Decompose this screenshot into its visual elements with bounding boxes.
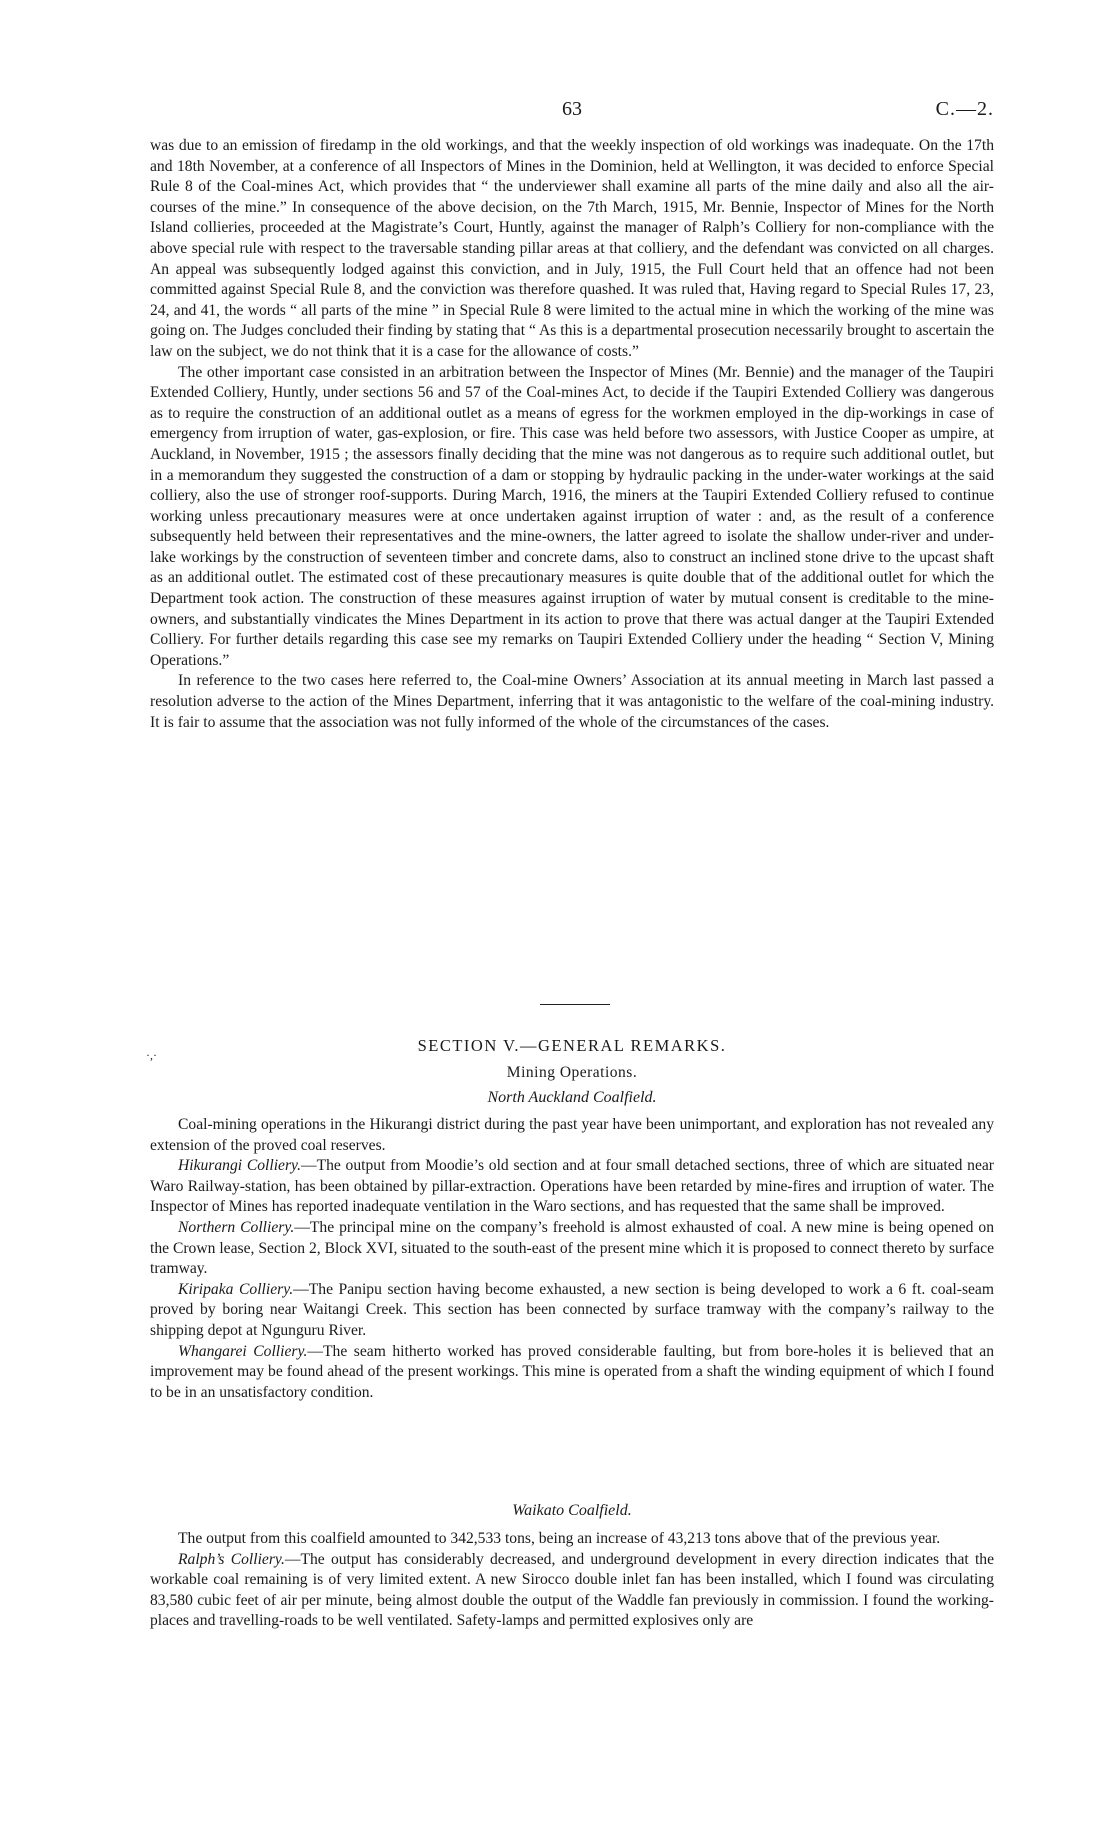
- ralphs-colliery-text: —The output has considerably decreased, and underground development in every direction indicates that the workable coal remaining is of very limited extent. A new Sirocco double inlet fan has been installed, which I found was circulating 83,580 cubic feet of air per minute, being almost double the output of the Waddle fan previously in commission. I found the working-places and travelling-roads to be well ventilated. Safety-lamps and permitted explosives only are: [150, 1550, 995, 1630]
- waikato-heading: Waikato Coalfield.: [512, 1502, 632, 1519]
- north-auckland-text: [150, 1115, 994, 1403]
- northern-colliery-text: —The principal mine on the company’s freehold is almost exhausted of coal. A new mine is being opened on the Crown lease, Section 2, Block XVI, situated to the south-east of the present mine which it is proposed to connect thereto by surface tramway.: [150, 1218, 994, 1278]
- waikato-text: [150, 1529, 994, 1632]
- northern-colliery-name: Northern Colliery.: [178, 1218, 295, 1236]
- waikato-intro: The output from this coalfield amounted to 342,533 tons, being an increase of 43,213 tons above that of the previous year.: [178, 1530, 941, 1547]
- whangarei-colliery-text: —The seam hitherto worked has proved considerable faulting, but from bore-holes it is believed that an improvement may be found ahead of the present workings. This mine is operated from a shaft the winding equipment of which I found to be in an unsatisfactory condition.: [150, 1342, 994, 1401]
- kiripaka-paragraph: [150, 1280, 994, 1342]
- section-subtitle: Mining Operations.: [506, 1064, 638, 1081]
- page-header: [150, 98, 994, 128]
- kiripaka-colliery-text: —The Panipu section having become exhausted, a new section is being developed to work a 6 ft. coal-seam proved by boring near Waitangi Creek. This section has been connected by surface tramway with the company’s railway to the shipping depot at Ngunguru River.: [150, 1280, 994, 1339]
- section-divider: [540, 1004, 610, 1005]
- hikurangi-colliery-text: —The output from Moodie’s old section and at four small detached sections, three of which are situated near Waro Railway-station, has been obtained by pillar-extraction. Operations have been retarded by mine-fires and irruption of water. The Inspector of Mines has reported inadequate ventilation in the Waro sections, and has requested that the same shall be improved.: [150, 1157, 994, 1216]
- northern-paragraph: [150, 1218, 994, 1280]
- document-reference: C.—2.: [935, 98, 994, 120]
- ralphs-colliery-name: Ralph’s Colliery.: [178, 1550, 285, 1568]
- whangarei-colliery-name: Whangarei Colliery.: [178, 1342, 308, 1360]
- north-auckland-heading: North Auckland Coalfield.: [487, 1089, 657, 1106]
- kiripaka-colliery-name: Kiripaka Colliery.: [178, 1280, 294, 1298]
- paragraph-taupiri-arbitration: The other important case consisted in an arbitration between the Inspector of Mines (Mr. Bennie) and the manager of the Taupiri Extended Colliery, Huntly, under sections 56 and 57 of the Coal-mines Act, to decide if the Taupiri Extended Colliery was dangerous as to require the construction of an additional outlet as a means of egress for the workmen employed in the dip-workings in case of emergency from irruption of water, gas-explosion, or fire. This case was held before two assessors, with Justice Cooper as umpire, at Auckland, in November, 1915 ; the assessors finally deciding that the mine was not dangerous as to require such additional outlet, but in a memorandum they suggested the construction of a dam or stopping by hydraulic packing in the under-water workings at the said colliery, also the use of stronger roof-supports. During March, 1916, the miners at the Taupiri Extended Colliery refused to continue working unless precautionary measures were at once undertaken against irruption of water : and, as the result of a conference subsequently held between their representatives and the mine-owners, the latter agreed to isolate the shallow under-river and under-lake workings by the construction of seventeen timber and concrete dams, also to construct an inclined stone drive to the upcast shaft as an additional outlet. The estimated cost of these precautionary measures is quite double that of the additional outlet for which the Department took action. The construction of these measures against irruption of water by mutual consent is creditable to the mine-owners, and substantially vindicates the Mines Department in its action to prove that there was actual danger at the Taupiri Extended Colliery. For further details regarding this case see my remarks on Taupiri Extended Colliery under the heading “ Section V, Mining Operations.”: [150, 363, 994, 669]
- legal-cases-text: [150, 136, 994, 733]
- whangarei-paragraph: [150, 1342, 994, 1404]
- page-number: 63: [562, 98, 582, 120]
- paragraph-ralphs-case: was due to an emission of firedamp in the old workings, and that the weekly inspection of old workings was inadequate. On the 17th and 18th November, at a conference of all Inspectors of Mines in the Dominion, held at Wellington, it was decided to enforce Special Rule 8 of the Coal-mines Act, which provides that “ the underviewer shall examine all parts of the mine daily and also all the air-courses of the mine.” In consequence of the above decision, on the 7th March, 1915, Mr. Bennie, Inspector of Mines for the North Island collieries, proceeded at the Magistrate’s Court, Huntly, against the manager of Ralph’s Colliery for non-compliance with the above special rule with respect to the traversable standing pillar areas at that colliery, and the defendant was convicted on all charges. An appeal was subsequently lodged against this conviction, and in July, 1915, the Full Court held that an offence had not been committed against Special Rule 8, and the conviction was therefore quashed. It was ruled that, Having regard to Special Rules 17, 23, 24, and 41, the words “ all parts of the mine ” in Special Rule 8 were limited to the actual mine in which the working of the mine was going on. The Judges concluded their finding by stating that “ As this is a departmental prosecution necessarily brought to ascertain the law on the subject, we do not think that it is a case for the allowance of costs.”: [150, 137, 994, 360]
- hikurangi-paragraph: [150, 1156, 994, 1218]
- paragraph-owners-association: In reference to the two cases here referred to, the Coal-mine Owners’ Association at its annual meeting in March last passed a resolution adverse to the action of the Mines Department, inferring that it was antagonistic to the welfare of the coal-mining industry. It is fair to assume that the association was not fully informed of the whole of the circumstances of the cases.: [150, 672, 994, 731]
- hikurangi-colliery-name: Hikurangi Colliery.: [178, 1157, 301, 1175]
- margin-mark: ·,·: [146, 1048, 157, 1062]
- north-auckland-intro: Coal-mining operations in the Hikurangi district during the past year have been unimportant, and exploration has not revealed any extension of the proved coal reserves.: [150, 1116, 994, 1154]
- ralphs-paragraph: [150, 1550, 994, 1632]
- section-title: SECTION V.—GENERAL REMARKS.: [417, 1036, 727, 1055]
